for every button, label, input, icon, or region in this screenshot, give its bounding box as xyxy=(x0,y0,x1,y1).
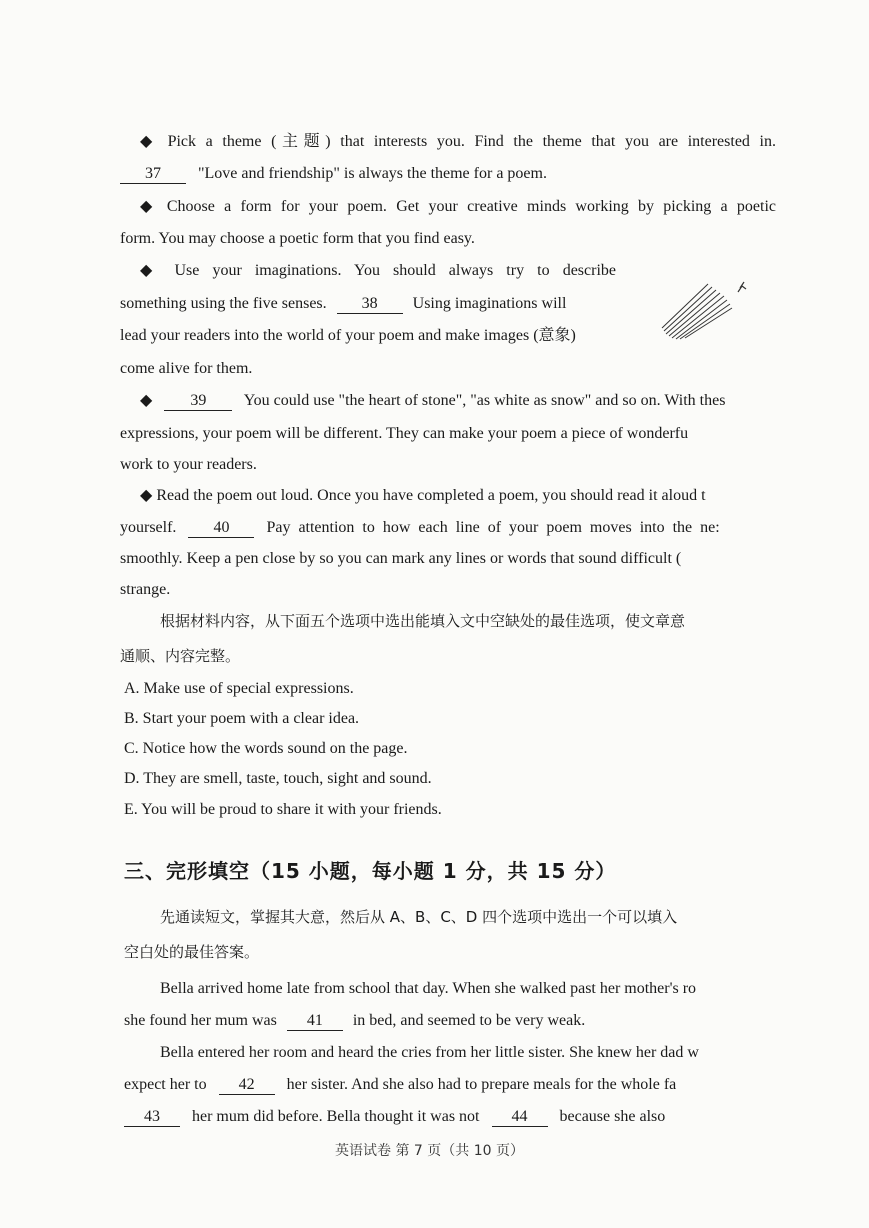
tip3-text: Use your imaginations. You should always try to describe xyxy=(174,262,616,279)
blank-39: 39 xyxy=(164,392,232,411)
tip5-text2b: Pay attention to how each line of your poem moves into the ne: xyxy=(266,519,720,536)
tip4-line1 xyxy=(140,391,725,411)
p2-text3a: her mum did before. Bella thought it was not xyxy=(192,1108,480,1125)
passage-p2-line2 xyxy=(124,1075,676,1095)
instruction-line2: 通顺、内容完整。 xyxy=(120,647,241,665)
pen-sketch-image xyxy=(660,280,752,340)
passage-p2-line3 xyxy=(124,1107,665,1127)
option-d: D. They are smell, taste, touch, sight and sound. xyxy=(124,770,432,787)
tip3-text2b: Using imaginations will xyxy=(412,295,567,312)
tip3-text2a: something using the five senses. xyxy=(120,295,327,312)
passage-p2-line1: Bella entered her room and heard the cries from her little sister. She knew her dad w xyxy=(160,1044,699,1061)
section3-instruction2: 空白处的最佳答案。 xyxy=(124,943,260,961)
tip5-line4: strange. xyxy=(120,581,171,598)
tip5-line2 xyxy=(120,518,720,538)
option-e: E. You will be proud to share it with your friends. xyxy=(124,801,442,818)
tip3-line2 xyxy=(120,294,566,314)
tip3-line1 xyxy=(140,261,616,281)
bullet-icon: ◆ xyxy=(140,487,153,504)
tip4-text: You could use "the heart of stone", "as white as snow" and so on. With thes xyxy=(243,392,726,409)
tip5-line3: smoothly. Keep a pen close by so you can mark any lines or words that sound difficult ( xyxy=(120,550,682,567)
tip2-text: Choose a form for your poem. Get your creative minds working by picking a poetic xyxy=(166,198,777,215)
tip5-line1 xyxy=(140,486,706,506)
tip1-line1 xyxy=(140,132,776,152)
instruction-line1: 根据材料内容，从下面五个选项中选出能填入文中空缺处的最佳选项，使文章意 xyxy=(160,612,686,630)
tip5-text: Read the poem out loud. Once you have completed a poem, you should read it aloud t xyxy=(156,487,706,504)
p2-text3b: because she also xyxy=(559,1108,666,1125)
tip2-line1 xyxy=(140,197,776,217)
page-footer: 英语试卷 第 7 页（共 10 页） xyxy=(335,1143,524,1159)
blank-44: 44 xyxy=(492,1108,548,1127)
section3-instruction1: 先通读短文，掌握其大意，然后从 A、B、C、D 四个选项中选出一个可以填入 xyxy=(160,908,678,926)
p2-text2a: expect her to xyxy=(124,1076,207,1093)
tip3-line3: lead your readers into the world of your poem and make images (意象) xyxy=(120,327,576,344)
blank-42: 42 xyxy=(219,1076,275,1095)
tip3-line4: come alive for them. xyxy=(120,360,253,377)
bullet-icon: ◆ xyxy=(140,133,158,150)
passage-p1-line1: Bella arrived home late from school that day. When she walked past her mother's ro xyxy=(160,980,697,997)
tip4-line3: work to your readers. xyxy=(120,456,257,473)
tip2-line2: form. You may choose a poetic form that you find easy. xyxy=(120,230,475,247)
p2-text2b: her sister. And she also had to prepare meals for the whole fa xyxy=(286,1076,677,1093)
tip5-text2a: yourself. xyxy=(120,519,177,536)
blank-40: 40 xyxy=(188,519,254,538)
tip1-text: Pick a theme (主题) that interests you. Find the theme that you are interested in. xyxy=(167,133,777,150)
option-c: C. Notice how the words sound on the page. xyxy=(124,740,408,757)
p1-text2a: she found her mum was xyxy=(124,1012,277,1029)
passage-p1-line2 xyxy=(124,1011,585,1031)
bullet-icon: ◆ xyxy=(140,262,162,279)
tip1-line2 xyxy=(120,164,547,184)
blank-37: 37 xyxy=(120,165,186,184)
tip4-line2: expressions, your poem will be different. They can make your poem a piece of wonderfu xyxy=(120,425,689,442)
p1-text2b: in bed, and seemed to be very weak. xyxy=(352,1012,586,1029)
option-a: A. Make use of special expressions. xyxy=(124,680,354,697)
blank-43: 43 xyxy=(124,1108,180,1127)
blank-41: 41 xyxy=(287,1012,343,1031)
bullet-icon: ◆ xyxy=(140,198,158,215)
option-b: B. Start your poem with a clear idea. xyxy=(124,710,360,727)
blank-38: 38 xyxy=(337,295,403,314)
bullet-icon: ◆ xyxy=(140,392,153,409)
tip1-text2: "Love and friendship" is always the theme for a poem. xyxy=(198,165,547,182)
section3-heading: 三、完形填空（15 小题，每小题 1 分，共 15 分） xyxy=(124,859,617,883)
